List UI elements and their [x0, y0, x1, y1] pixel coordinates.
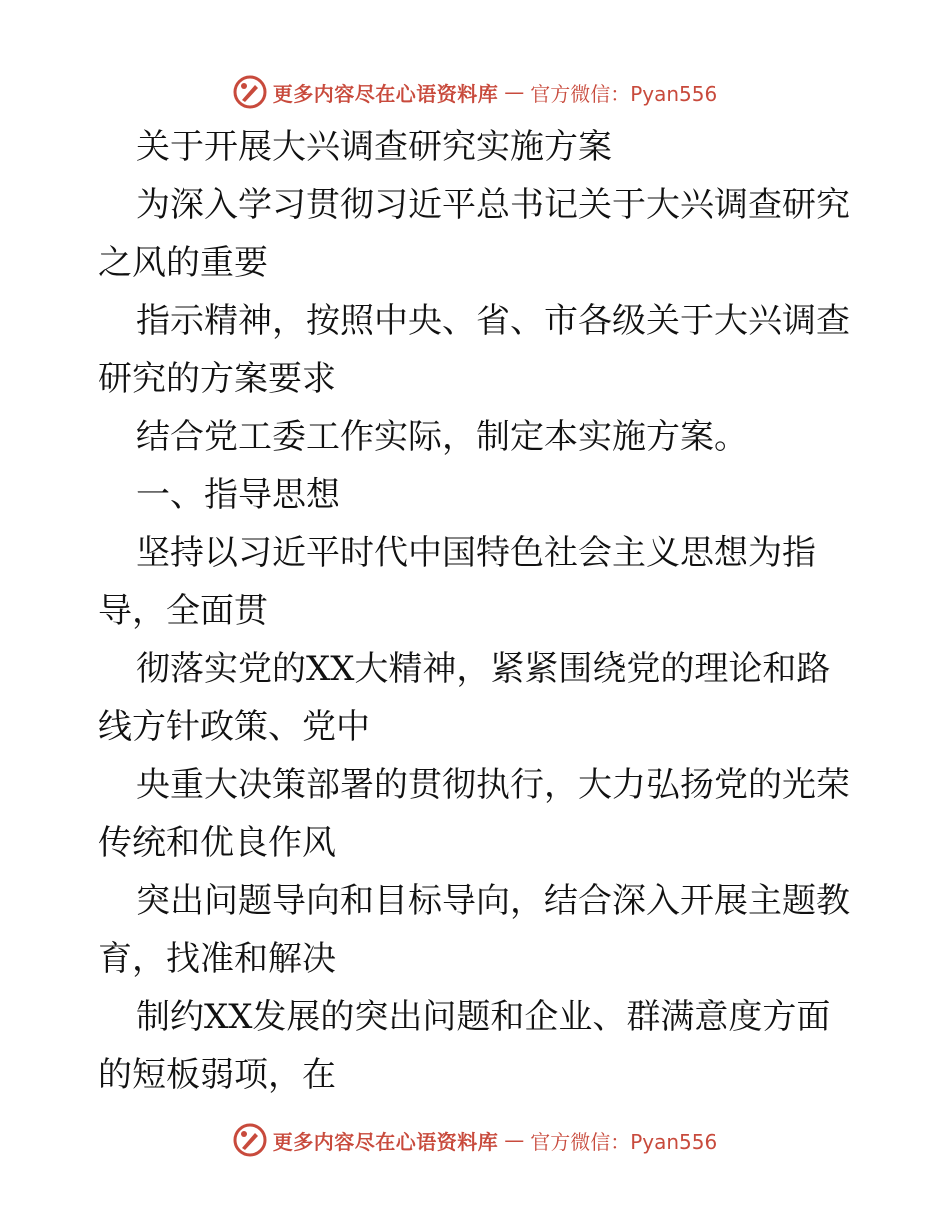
text-line: 线方针政策、党中: [98, 707, 370, 747]
text-line: 导，全面贯: [98, 591, 268, 631]
text-line: 传统和优良作风: [98, 823, 336, 863]
page-header: [0, 70, 950, 114]
header-banner-text: 更多内容尽在心语资料库: [272, 81, 499, 106]
text-line: 研究的方案要求: [98, 359, 336, 399]
quill-pen-logo-icon: [233, 1123, 267, 1157]
quill-pen-logo-icon: [233, 75, 267, 109]
text-line: 央重大决策部署的贯彻执行，大力弘扬党的光荣: [136, 765, 850, 805]
header-wechat-text: 官方微信：Pyan556: [530, 81, 718, 106]
footer-banner-dash: —: [504, 1128, 525, 1152]
text-line: 一、指导思想: [136, 475, 340, 515]
text-line: 结合党工委工作实际，制定本实施方案。: [136, 417, 748, 457]
header-banner-dash: —: [504, 80, 525, 104]
footer-banner-text: 更多内容尽在心语资料库: [272, 1129, 499, 1154]
text-line: 突出问题导向和目标导向，结合深入开展主题教: [136, 881, 850, 921]
text-line: 的短板弱项，在: [98, 1055, 336, 1095]
text-line: 育，找准和解决: [98, 939, 336, 979]
text-line: 彻落实党的XX大精神，紧紧围绕党的理论和路: [136, 649, 831, 689]
footer-banner: [233, 1123, 718, 1157]
text-line: 为深入学习贯彻习近平总书记关于大兴调查研究: [136, 185, 850, 225]
page-footer: [0, 1118, 950, 1162]
text-line: 指示精神，按照中央、省、市各级关于大兴调查: [136, 301, 850, 341]
document-body: [98, 118, 858, 1104]
text-line: 关于开展大兴调查研究实施方案: [136, 127, 612, 167]
header-banner: [233, 75, 718, 109]
footer-wechat-text: 官方微信：Pyan556: [530, 1129, 718, 1154]
text-line: 坚持以习近平时代中国特色社会主义思想为指: [136, 533, 816, 573]
text-line: 之风的重要: [98, 243, 268, 283]
text-line: 制约XX发展的突出问题和企业、群满意度方面: [136, 997, 831, 1037]
